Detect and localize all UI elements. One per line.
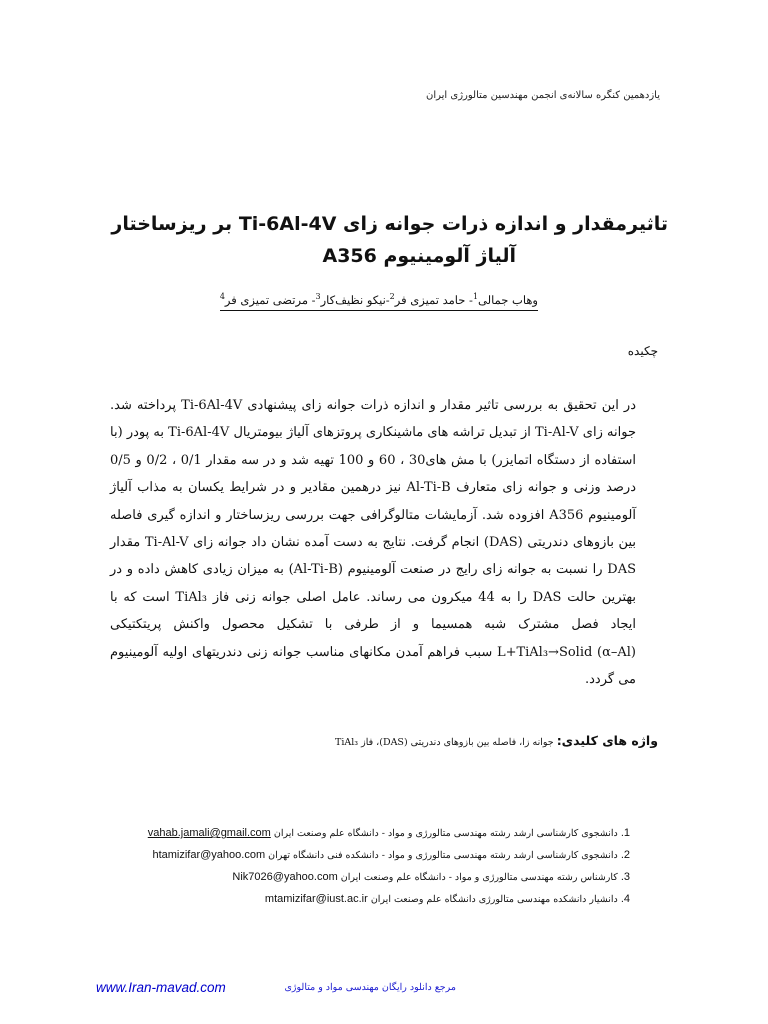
keywords [335, 733, 658, 748]
footer-site-link[interactable]: www.Iran-mavad.com [96, 980, 226, 995]
author-4-affiliation: 4 [219, 292, 225, 301]
author-footnotes [147, 822, 630, 910]
footnote-email-link[interactable]: vahab.jamali@gmail.com [147, 827, 271, 839]
footnote-affiliation: دانشجوی کارشناسی ارشد رشته مهندسی متالورژی و مواد - دانشگاه علم وصنعت ایران [273, 828, 618, 839]
footnote-item [150, 844, 630, 866]
author-1: وهاب جمالی [478, 292, 538, 307]
footnote-item [147, 822, 630, 844]
footnote-number: 4. [620, 893, 630, 905]
footnote-email: htamizifar@yahoo.com [152, 849, 266, 861]
author-2-affiliation: 2 [389, 292, 395, 301]
footnote-number: 1. [620, 827, 630, 839]
page-footer [96, 980, 456, 1000]
conference-header: یازدهمین کنگره سالانه‌ی انجمن مهندسین متالورژی ایران [426, 90, 660, 101]
abstract-text: در این تحقیق به بررسی تاثیر مقدار و اندازه ذرات جوانه زای پیشنهادی Ti-6Al-4V پرداخته شد. جوانه زای Ti-Al-V از تبدیل تراشه های ماشینکاری پروتزهای آلیاژ بیومتریال Ti-6Al-4V به پودر (با استفاده از دستگاه اتمایزر) با مش های30 ، 60 و 100 تهیه شد و در سه مقدار 0/1 ، 0/2 و 0/5 درصد وزنی و جوانه زای متعارف Al-Ti-B نیز درهمین مقادیر و در شرایط یکسان به مذاب آلیاژ آلومینیوم A356 افزوده شد. آزمایشات متالوگرافی جهت بررسی ریزساختار و اندازه گیری فاصله بین بازوهای دندریتی (DAS) انجام گرفت. نتایج به دست آمده نشان داد جوانه زای Ti-Al-V مقدار DAS را نسبت به جوانه زای رایج در صنعت آلومینیوم (Al-Ti-B) به میزان زیادی کاهش داده و در بهترین حالت DAS را به 44 میکرون می رساند. عامل اصلی جوانه زنی فاز TiAl₃ است که با ایجاد فصل مشترک شبه همسیما و از طرفی با تشکیل محصول واکنش پریتکتیکی L+TiAl₃→Solid (α–Al) سبب فراهم آمدن مکانهای مناسب جوانه زنی دندریتهای اولیه آلومینیوم می گردد. [110, 398, 637, 688]
author-list [220, 292, 538, 311]
footnote-item [150, 866, 630, 888]
abstract-heading: چکیده [627, 344, 658, 358]
footnote-email: mtamizifar@iust.ac.ir [264, 893, 368, 905]
title-line-2: آلیاژ آلومینیوم A356 [322, 245, 516, 267]
footnote-item [150, 888, 630, 910]
author-1-affiliation: 1 [472, 292, 479, 301]
author-3: -نیکو نظیف‌کار [320, 292, 390, 307]
footnote-number: 3. [620, 871, 630, 883]
keywords-text: جوانه زا، فاصله بین بازوهای دندریتی (DAS)، فاز TiAl₃ [335, 737, 554, 748]
abstract-body [110, 392, 636, 693]
keywords-label: واژه های کلیدی: [556, 733, 658, 748]
title-line-1: تاثیرمقدار و اندازه ذرات جوانه زای Ti-6Al-4V بر ریزساختار [111, 213, 668, 235]
footnote-number: 2. [620, 849, 630, 861]
author-4: - مرتضی تمیزی فر [224, 292, 316, 307]
author-2: - حامد تمیزی فر [394, 292, 473, 307]
author-3-affiliation: 3 [315, 292, 321, 301]
footnote-affiliation: دانشیار دانشکده مهندسی متالورژی دانشگاه علم وصنعت ایران [370, 894, 618, 905]
footer-tagline: مرجع دانلود رایگان مهندسی مواد و متالوژی [284, 982, 456, 993]
paper-title [100, 208, 668, 272]
footnote-email: Nik7026@yahoo.com [232, 871, 338, 883]
footnote-affiliation: دانشجوی کارشناسی ارشد رشته مهندسی متالورژی و مواد - دانشکده فنی دانشگاه تهران [268, 850, 618, 861]
footnote-affiliation: کارشناس رشته مهندسی متالورژی و مواد - دانشگاه علم وصنعت ایران [340, 872, 618, 883]
